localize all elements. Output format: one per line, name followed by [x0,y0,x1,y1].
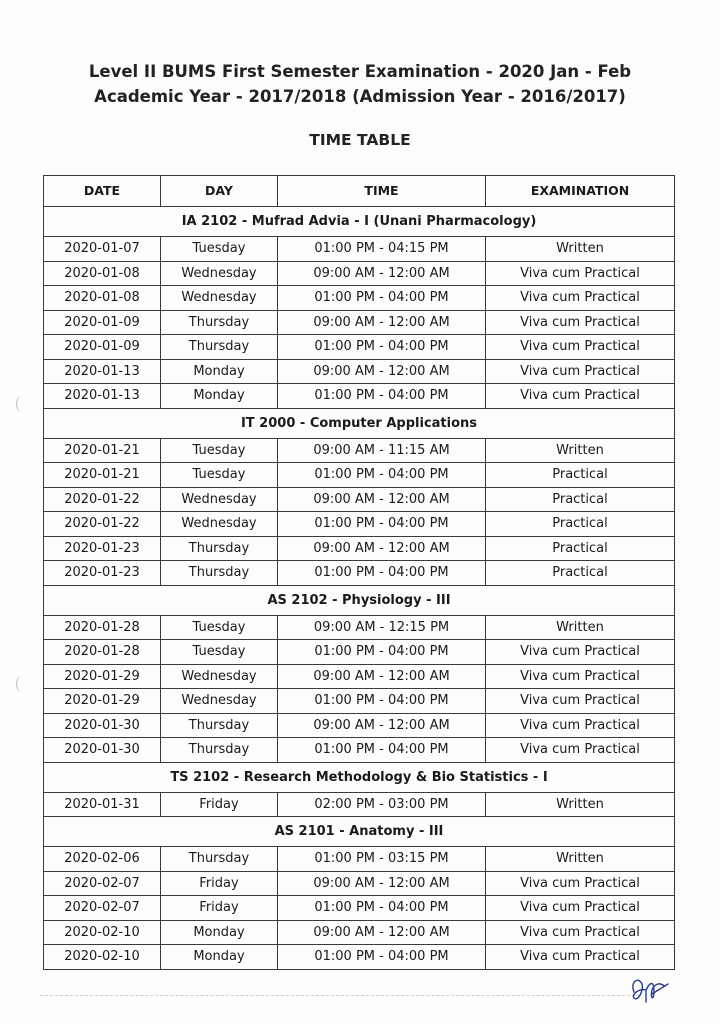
day-cell: Tuesday [161,640,278,665]
table-row [44,615,675,640]
examination-cell: Viva cum Practical [486,359,675,384]
table-row [44,792,675,817]
column-header-examination: EXAMINATION [486,176,675,207]
column-header-time: TIME [278,176,486,207]
punch-hole-mark [16,676,27,692]
time-cell: 02:00 PM - 03:00 PM [278,792,486,817]
date-cell: 2020-01-23 [44,561,161,586]
examination-cell: Practical [486,536,675,561]
table-row [44,871,675,896]
punch-hole-mark [16,396,27,412]
day-cell: Monday [161,384,278,409]
examination-cell: Practical [486,463,675,488]
examination-cell: Viva cum Practical [486,335,675,360]
day-cell: Tuesday [161,438,278,463]
day-cell: Tuesday [161,615,278,640]
examination-cell: Practical [486,512,675,537]
examination-cell: Written [486,792,675,817]
day-cell: Thursday [161,713,278,738]
date-cell: 2020-01-29 [44,664,161,689]
section-row [44,585,675,615]
table-row [44,920,675,945]
time-cell: 09:00 AM - 12:00 AM [278,261,486,286]
day-cell: Friday [161,792,278,817]
page-divider [40,995,640,996]
time-cell: 09:00 AM - 12:00 AM [278,359,486,384]
section-row [44,762,675,792]
signature-icon [624,970,672,1010]
table-row [44,261,675,286]
day-cell: Wednesday [161,664,278,689]
day-cell: Thursday [161,310,278,335]
time-cell: 01:00 PM - 04:00 PM [278,640,486,665]
academic-year: Academic Year - 2017/2018 (Admission Year - 2016/2017) [94,87,626,106]
day-cell: Wednesday [161,512,278,537]
course-title: IT 2000 - Computer Applications [44,408,675,438]
day-cell: Friday [161,871,278,896]
exam-title: Level II BUMS First Semester Examination - 2020 Jan - Feb [88,62,632,81]
examination-cell: Practical [486,561,675,586]
time-cell: 01:00 PM - 04:00 PM [278,463,486,488]
date-cell: 2020-01-13 [44,359,161,384]
table-row [44,310,675,335]
day-cell: Thursday [161,738,278,763]
time-cell: 01:00 PM - 04:00 PM [278,561,486,586]
date-cell: 2020-01-30 [44,713,161,738]
date-cell: 2020-02-06 [44,847,161,872]
table-row [44,512,675,537]
date-cell: 2020-01-28 [44,640,161,665]
examination-cell: Viva cum Practical [486,286,675,311]
time-cell: 09:00 AM - 12:00 AM [278,713,486,738]
examination-cell: Viva cum Practical [486,261,675,286]
time-cell: 01:00 PM - 04:00 PM [278,738,486,763]
date-cell: 2020-01-21 [44,463,161,488]
day-cell: Monday [161,920,278,945]
date-cell: 2020-01-21 [44,438,161,463]
examination-cell: Written [486,438,675,463]
course-title: AS 2102 - Physiology - III [44,585,675,615]
time-cell: 09:00 AM - 12:00 AM [278,664,486,689]
table-row [44,359,675,384]
examination-cell: Viva cum Practical [486,640,675,665]
date-cell: 2020-01-31 [44,792,161,817]
examination-cell: Viva cum Practical [486,920,675,945]
date-cell: 2020-02-10 [44,945,161,970]
examination-cell: Viva cum Practical [486,713,675,738]
date-cell: 2020-01-22 [44,512,161,537]
section-row [44,207,675,237]
table-row [44,945,675,970]
day-cell: Wednesday [161,689,278,714]
table-header-row [44,176,675,207]
day-cell: Thursday [161,335,278,360]
time-cell: 01:00 PM - 04:15 PM [278,237,486,262]
date-cell: 2020-02-07 [44,871,161,896]
column-header-date: DATE [44,176,161,207]
time-cell: 09:00 AM - 12:00 AM [278,310,486,335]
examination-cell: Viva cum Practical [486,896,675,921]
table-row [44,738,675,763]
table-row [44,896,675,921]
examination-cell: Practical [486,487,675,512]
time-cell: 01:00 PM - 04:00 PM [278,384,486,409]
page-title: TIME TABLE [309,131,411,149]
examination-cell: Viva cum Practical [486,664,675,689]
table-row [44,847,675,872]
day-cell: Thursday [161,847,278,872]
table-row [44,286,675,311]
day-cell: Monday [161,945,278,970]
column-header-day: DAY [161,176,278,207]
course-title: TS 2102 - Research Methodology & Bio Statistics - I [44,762,675,792]
examination-cell: Viva cum Practical [486,945,675,970]
day-cell: Tuesday [161,463,278,488]
examination-cell: Written [486,237,675,262]
timetable-body [44,207,675,970]
day-cell: Wednesday [161,487,278,512]
table-row [44,640,675,665]
examination-cell: Viva cum Practical [486,871,675,896]
date-cell: 2020-01-22 [44,487,161,512]
examination-cell: Viva cum Practical [486,689,675,714]
day-cell: Friday [161,896,278,921]
examination-cell: Written [486,847,675,872]
table-row [44,384,675,409]
time-cell: 09:00 AM - 12:00 AM [278,871,486,896]
time-cell: 09:00 AM - 11:15 AM [278,438,486,463]
time-cell: 09:00 AM - 12:00 AM [278,487,486,512]
day-cell: Wednesday [161,286,278,311]
time-cell: 01:00 PM - 04:00 PM [278,335,486,360]
time-cell: 01:00 PM - 04:00 PM [278,896,486,921]
course-title: AS 2101 - Anatomy - III [44,817,675,847]
table-row [44,237,675,262]
examination-cell: Viva cum Practical [486,738,675,763]
table-row [44,713,675,738]
time-cell: 01:00 PM - 04:00 PM [278,512,486,537]
day-cell: Thursday [161,536,278,561]
date-cell: 2020-01-07 [44,237,161,262]
time-cell: 01:00 PM - 04:00 PM [278,945,486,970]
table-row [44,664,675,689]
date-cell: 2020-02-07 [44,896,161,921]
timetable [43,175,675,970]
date-cell: 2020-01-29 [44,689,161,714]
date-cell: 2020-01-09 [44,310,161,335]
course-title: IA 2102 - Mufrad Advia - I (Unani Pharmacology) [44,207,675,237]
examination-cell: Written [486,615,675,640]
date-cell: 2020-01-30 [44,738,161,763]
table-row [44,487,675,512]
date-cell: 2020-01-09 [44,335,161,360]
time-cell: 01:00 PM - 03:15 PM [278,847,486,872]
time-cell: 09:00 AM - 12:00 AM [278,920,486,945]
day-cell: Thursday [161,561,278,586]
section-row [44,408,675,438]
examination-cell: Viva cum Practical [486,384,675,409]
table-row [44,536,675,561]
date-cell: 2020-01-08 [44,261,161,286]
date-cell: 2020-01-23 [44,536,161,561]
table-row [44,438,675,463]
date-cell: 2020-01-28 [44,615,161,640]
section-row [44,817,675,847]
table-row [44,561,675,586]
day-cell: Wednesday [161,261,278,286]
table-row [44,335,675,360]
time-cell: 09:00 AM - 12:00 AM [278,536,486,561]
time-cell: 01:00 PM - 04:00 PM [278,689,486,714]
day-cell: Tuesday [161,237,278,262]
examination-cell: Viva cum Practical [486,310,675,335]
time-cell: 01:00 PM - 04:00 PM [278,286,486,311]
day-cell: Monday [161,359,278,384]
table-row [44,463,675,488]
date-cell: 2020-01-08 [44,286,161,311]
date-cell: 2020-02-10 [44,920,161,945]
date-cell: 2020-01-13 [44,384,161,409]
time-cell: 09:00 AM - 12:15 PM [278,615,486,640]
table-row [44,689,675,714]
